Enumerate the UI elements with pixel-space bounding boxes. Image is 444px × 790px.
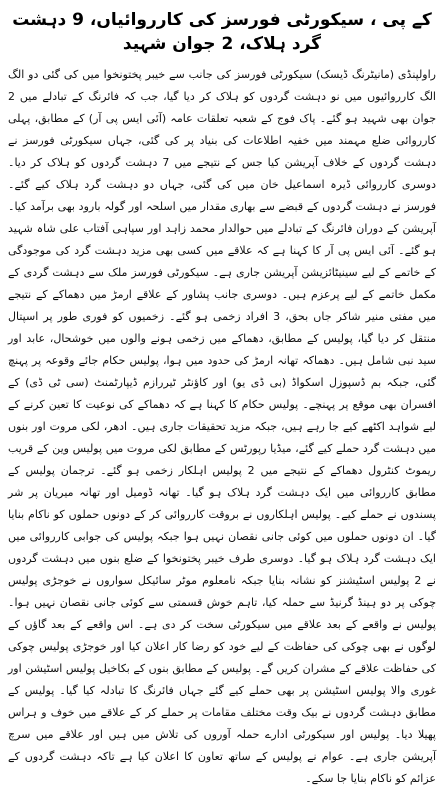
article-body-text: راولپنڈی (مانیٹرنگ ڈیسک) سیکورٹی فورسز کی جانب سے خیبر پختونخوا میں کی گئی دو الگ الگ کارروائیوں میں نو دہشت گردوں کو ہلاک کر دیا گیا، جب کہ فائرنگ کے تبادلے میں 2 جوان بھی شہید ہو گئے۔ پاک فوج کے شعبہ تعلقات عامہ (آئی ایس پی آر) کے مطابق، پہلی کارروائی ضلع مہمند میں خفیہ اطلاعات کی بنیاد پر کی گئی، جہاں سیکورٹی فورسز نے دہشت گردوں کے خلاف آپریشن کیا جس کے نتیجے میں 7 دہشت گردوں کو ہلاک کر دیا۔ دوسری کارروائی ڈیرہ اسماعیل خان میں کی گئی، جہاں دو دہشت گرد ہلاک کیے گئے۔ فورسز نے دہشت گردوں کے قبضے سے بھاری مقدار میں اسلحہ اور گولہ بارود بھی برآمد کیا۔ آپریشن کے دوران فائرنگ کے تبادلے میں حوالدار محمد زاہد اور سپاہی آفتاب علی شاہ شہید ہو گئے۔ آئی ایس پی آر کا کہنا ہے کہ علاقے میں کسی بھی مزید دہشت گرد کی موجودگی کے خاتمے کے لیے سینیٹائزیشن آپریشن جاری ہے۔ سیکورٹی فورسز ملک سے دہشت گردی کے مکمل خاتمے کے لیے پرعزم ہیں۔ دوسری جانب پشاور کے علاقے ارمڑ میں دھماکے کے نتیجے میں مفتی منیر شاکر جاں بحق، 3 افراد زخمی ہو گئے۔ زخمیوں کو فوری طور پر اسپتال منتقل کر دیا گیا، پولیس کے مطابق، دھماکے میں زخمی ہونے والوں میں خوشحال، عابد اور سید نبی شامل ہیں۔ دھماکہ تھانہ ارمڑ کی حدود میں ہوا، پولیس حکام جائے وقوعہ پر پہنچ گئی، جبکہ بم ڈسپوزل اسکواڈ (بی ڈی یو) اور کاؤنٹر ٹیررازم ڈیپارٹمنٹ (سی ٹی ڈی) کے افسران بھی موقع پر پہنچے۔ پولیس حکام کا کہنا ہے کہ دھماکے کی نوعیت کا تعین کرنے کے لیے شواہد اکٹھے کیے جا رہے ہیں، جبکہ مزید تحقیقات جاری ہیں۔ ادھر، لکی مروت اور بنوں میں دہشت گرد حملے کیے گئے، میڈیا رپورٹس کے مطابق لکی مروت میں پولیس وین کے قریب ریموٹ کنٹرول دھماکے کے نتیجے میں 2 پولیس اہلکار زخمی ہو گئے۔ ترجمان پولیس کے مطابق کارروائی میں ایک دہشت گرد ہلاک ہو گیا۔ تھانہ ڈومیل اور تھانہ میریان پر شر پسندوں نے حملے کیے۔ پولیس اہلکاروں نے بروقت کارروائی کر کے دونوں حملوں کو ناکام بنایا گیا۔ ان دونوں حملوں میں کوئی جانی نقصان نہیں ہوا جبکہ پولیس کی جوابی کارروائی میں ایک دہشت گرد ہلاک ہو گیا۔ دوسری طرف خیبر پختونخوا کے ضلع بنوں میں دہشت گردوں نے 2 پولیس اسٹیشنز کو نشانہ بنایا جبکہ نامعلوم موٹر سائیکل سواروں نے خوجڑی پولیس چوکی پر دو ہینڈ گرنیڈ سے حملہ کیا، تاہم خوش قسمتی سے کوئی جانی نقصان نہیں ہوا۔ پولیس نے واقعے کے بعد علاقے میں سیکورٹی سخت کر دی ہے۔ اس واقعے کے بعد گاؤں کے لوگوں نے بھی چوکی کی حفاظت کے لیے خود کو رضا کار اعلان کیا اور خوجڑی پولیس چوکی کی حفاظت علاقے کے مشران کریں گے۔ پولیس کے مطابق بنوں کے بکاخیل پولیس اسٹیشن اور غوری والا پولیس اسٹیشن پر بھی حملے کیے گئے جہاں فائرنگ کا تبادلہ کیا گیا۔ پولیس کے مطابق دہشت گردوں نے بیک وقت مختلف مقامات پر حملے کر کے علاقے میں خوف و ہراس پھیلا دیا۔ پولیس اور سیکورٹی ادارے حملہ آوروں کی تلاش میں ہیں اور علاقے میں سرچ آپریشن جاری ہے۔ عوام نے پولیس کے ساتھ تعاون کا اعلان کیا ہے تاکہ دہشت گردوں کے عزائم کو ناکام بنایا جا سکے۔	[8, 68, 436, 785]
article-body	[8, 64, 436, 790]
article-headline: کے پی ، سیکورٹی فورسز کی کارروائیاں، 9 دہشت گرد ہلاک، 2 جوان شہید	[12, 10, 432, 54]
